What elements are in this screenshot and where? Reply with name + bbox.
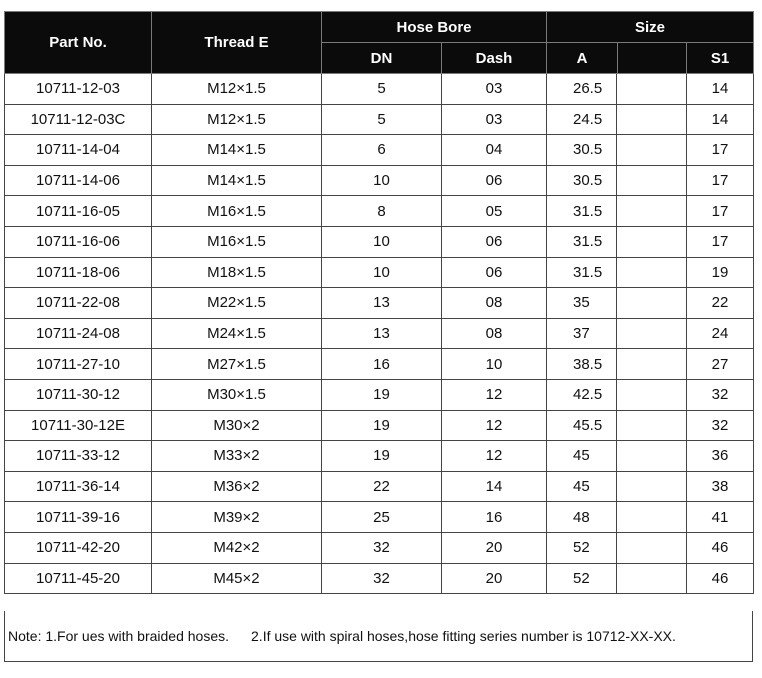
cell-part-no: 10711-14-04	[5, 135, 152, 166]
cell-s1: 14	[687, 104, 754, 135]
table-row	[5, 349, 754, 380]
cell-s1: 17	[687, 226, 754, 257]
cell-a: 35	[547, 288, 617, 319]
cell-a: 26.5	[547, 74, 617, 105]
cell-thread-e: M24×1.5	[152, 318, 322, 349]
cell-part-no: 10711-14-06	[5, 165, 152, 196]
cell-dn: 10	[322, 226, 442, 257]
cell-dn: 5	[322, 104, 442, 135]
header-thread-e: Thread E	[152, 12, 322, 74]
cell-dash: 05	[442, 196, 547, 227]
cell-part-no: 10711-30-12	[5, 379, 152, 410]
header-part-no: Part No.	[5, 12, 152, 74]
cell-s1: 19	[687, 257, 754, 288]
cell-a: 52	[547, 532, 617, 563]
table-row	[5, 502, 754, 533]
cell-part-no: 10711-22-08	[5, 288, 152, 319]
cell-a: 52	[547, 563, 617, 594]
cell-a: 30.5	[547, 135, 617, 166]
cell-s1: 36	[687, 441, 754, 472]
cell-a: 38.5	[547, 349, 617, 380]
spec-table	[4, 11, 754, 594]
cell-blank	[617, 532, 687, 563]
cell-thread-e: M22×1.5	[152, 288, 322, 319]
cell-blank	[617, 563, 687, 594]
cell-thread-e: M45×2	[152, 563, 322, 594]
table-row	[5, 441, 754, 472]
cell-s1: 32	[687, 410, 754, 441]
cell-thread-e: M12×1.5	[152, 74, 322, 105]
cell-part-no: 10711-30-12E	[5, 410, 152, 441]
cell-s1: 27	[687, 349, 754, 380]
cell-dn: 13	[322, 318, 442, 349]
cell-dn: 22	[322, 471, 442, 502]
cell-thread-e: M42×2	[152, 532, 322, 563]
cell-part-no: 10711-18-06	[5, 257, 152, 288]
header-hose-bore: Hose Bore	[322, 12, 547, 43]
cell-dash: 20	[442, 532, 547, 563]
cell-thread-e: M14×1.5	[152, 165, 322, 196]
cell-a: 31.5	[547, 226, 617, 257]
cell-dn: 10	[322, 257, 442, 288]
table-row	[5, 379, 754, 410]
cell-dn: 32	[322, 563, 442, 594]
cell-blank	[617, 74, 687, 105]
cell-a: 30.5	[547, 165, 617, 196]
header-size: Size	[547, 12, 754, 43]
cell-thread-e: M39×2	[152, 502, 322, 533]
cell-thread-e: M18×1.5	[152, 257, 322, 288]
cell-a: 45	[547, 471, 617, 502]
cell-s1: 22	[687, 288, 754, 319]
cell-blank	[617, 104, 687, 135]
cell-dn: 19	[322, 410, 442, 441]
cell-part-no: 10711-39-16	[5, 502, 152, 533]
footnote-1: Note: 1.For ues with braided hoses.	[8, 628, 230, 644]
cell-thread-e: M36×2	[152, 471, 322, 502]
cell-part-no: 10711-36-14	[5, 471, 152, 502]
header-blank-cell	[617, 43, 686, 73]
table-row	[5, 226, 754, 257]
cell-dash: 20	[442, 563, 547, 594]
cell-dash: 06	[442, 165, 547, 196]
cell-blank	[617, 257, 687, 288]
cell-a: 37	[547, 318, 617, 349]
cell-dash: 08	[442, 318, 547, 349]
table-row	[5, 532, 754, 563]
cell-a: 45.5	[547, 410, 617, 441]
cell-dash: 12	[442, 410, 547, 441]
cell-thread-e: M33×2	[152, 441, 322, 472]
cell-dash: 14	[442, 471, 547, 502]
cell-s1: 32	[687, 379, 754, 410]
cell-blank	[617, 379, 687, 410]
table-row	[5, 410, 754, 441]
cell-blank	[617, 196, 687, 227]
cell-part-no: 10711-42-20	[5, 532, 152, 563]
cell-s1: 17	[687, 135, 754, 166]
cell-part-no: 10711-16-05	[5, 196, 152, 227]
cell-a: 48	[547, 502, 617, 533]
cell-part-no: 10711-12-03	[5, 74, 152, 105]
cell-dash: 06	[442, 226, 547, 257]
cell-dn: 6	[322, 135, 442, 166]
table-row	[5, 563, 754, 594]
cell-blank	[617, 135, 687, 166]
cell-dn: 8	[322, 196, 442, 227]
table-row	[5, 135, 754, 166]
cell-part-no: 10711-16-06	[5, 226, 152, 257]
cell-a: 45	[547, 441, 617, 472]
cell-dn: 10	[322, 165, 442, 196]
cell-dash: 03	[442, 74, 547, 105]
cell-blank	[617, 471, 687, 502]
cell-thread-e: M27×1.5	[152, 349, 322, 380]
cell-dash: 10	[442, 349, 547, 380]
table-row	[5, 471, 754, 502]
cell-a: 24.5	[547, 104, 617, 135]
cell-s1: 38	[687, 471, 754, 502]
table-row	[5, 165, 754, 196]
cell-thread-e: M16×1.5	[152, 196, 322, 227]
cell-part-no: 10711-45-20	[5, 563, 152, 594]
header-s1: S1	[687, 43, 754, 74]
table-header	[5, 12, 754, 74]
cell-dn: 19	[322, 441, 442, 472]
cell-dn: 16	[322, 349, 442, 380]
cell-s1: 24	[687, 318, 754, 349]
header-dn: DN	[322, 43, 442, 74]
cell-dn: 25	[322, 502, 442, 533]
header-dash: Dash	[442, 43, 547, 74]
footnote	[4, 611, 753, 662]
cell-part-no: 10711-24-08	[5, 318, 152, 349]
cell-s1: 17	[687, 196, 754, 227]
cell-blank	[617, 441, 687, 472]
table-row	[5, 196, 754, 227]
cell-dash: 06	[442, 257, 547, 288]
table-row	[5, 288, 754, 319]
cell-dash: 12	[442, 441, 547, 472]
table-body	[5, 74, 754, 594]
cell-thread-e: M14×1.5	[152, 135, 322, 166]
cell-s1: 17	[687, 165, 754, 196]
cell-s1: 46	[687, 563, 754, 594]
header-a-label: A	[576, 49, 588, 67]
cell-s1: 46	[687, 532, 754, 563]
table-row	[5, 74, 754, 105]
cell-a: 42.5	[547, 379, 617, 410]
header-a	[547, 43, 687, 74]
cell-blank	[617, 226, 687, 257]
cell-dn: 32	[322, 532, 442, 563]
cell-blank	[617, 165, 687, 196]
cell-a: 31.5	[547, 257, 617, 288]
cell-thread-e: M12×1.5	[152, 104, 322, 135]
cell-thread-e: M30×2	[152, 410, 322, 441]
cell-dn: 13	[322, 288, 442, 319]
cell-part-no: 10711-12-03C	[5, 104, 152, 135]
cell-thread-e: M16×1.5	[152, 226, 322, 257]
table-row	[5, 257, 754, 288]
cell-dash: 16	[442, 502, 547, 533]
table-row	[5, 318, 754, 349]
table-row	[5, 104, 754, 135]
cell-blank	[617, 502, 687, 533]
cell-dn: 19	[322, 379, 442, 410]
cell-part-no: 10711-33-12	[5, 441, 152, 472]
cell-s1: 41	[687, 502, 754, 533]
cell-s1: 14	[687, 74, 754, 105]
cell-a: 31.5	[547, 196, 617, 227]
cell-dash: 12	[442, 379, 547, 410]
cell-thread-e: M30×1.5	[152, 379, 322, 410]
cell-dash: 04	[442, 135, 547, 166]
cell-part-no: 10711-27-10	[5, 349, 152, 380]
cell-blank	[617, 318, 687, 349]
cell-blank	[617, 288, 687, 319]
cell-blank	[617, 410, 687, 441]
cell-dash: 03	[442, 104, 547, 135]
cell-dash: 08	[442, 288, 547, 319]
footnote-2: 2.If use with spiral hoses,hose fitting series number is 10712-XX-XX.	[251, 628, 676, 644]
cell-dn: 5	[322, 74, 442, 105]
cell-blank	[617, 349, 687, 380]
